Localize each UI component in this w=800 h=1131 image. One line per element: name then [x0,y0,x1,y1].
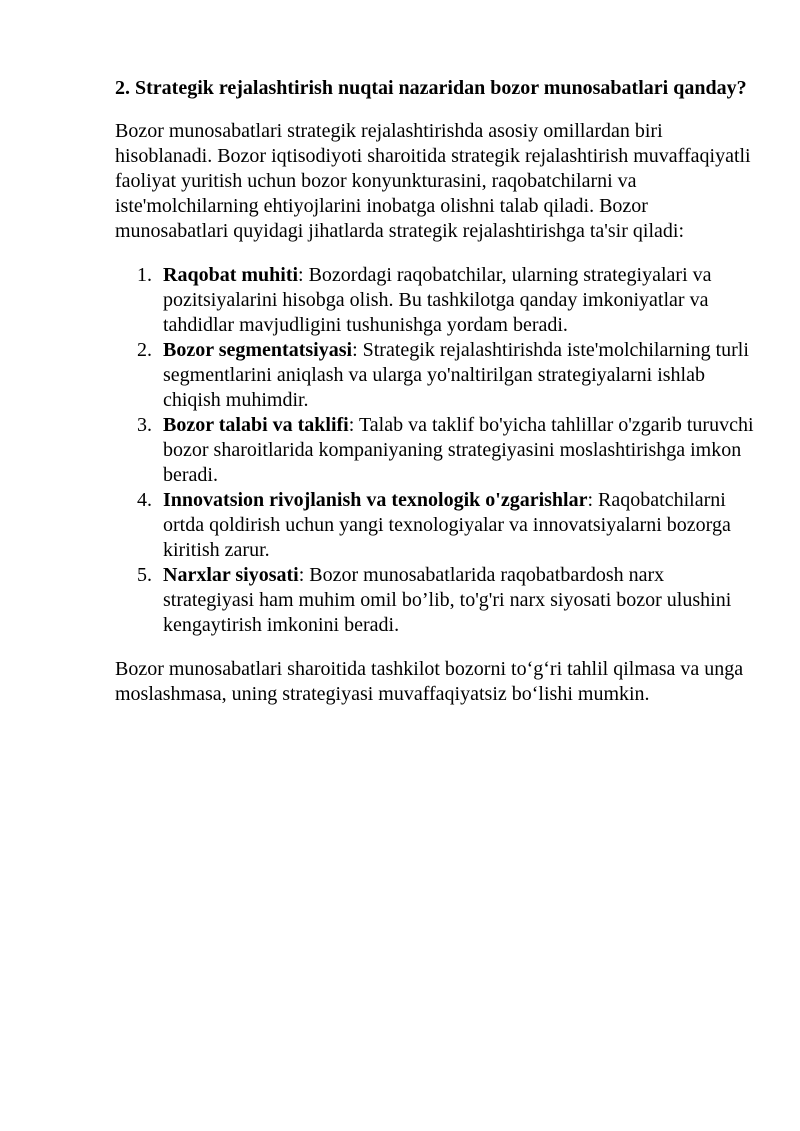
list-item-number: 3. [137,414,152,436]
list-item-title: Innovatsion rivojlanish va texnologik o'zgarishlar [163,489,588,511]
list-item-title: Bozor talabi va taklifi [163,414,349,436]
list-item-text: : Bozor munosabatlarida raqobatbardosh narx strategiyasi ham muhim omil bo’lib, to'g'ri narx siyosati bozor ulushini kengaytirish imkonini beradi. [163,564,732,636]
list-item-text: : Bozordagi raqobatchilar, ularning strategiyalari va pozitsiyalarini hisobga olish. Bu tashkilotga qanday imkoniyatlar va tahdidlar mavjudligini tushunishga yordam beradi. [163,264,712,336]
list-item-title: Narxlar siyosati [163,564,299,586]
list-item-text: : Raqobatchilarni ortda qoldirish uchun yangi texnologiyalar va innovatsiyalarni bozorga kiritish zarur. [163,489,731,561]
list-item-number: 1. [137,264,152,286]
list-item-text: : Strategik rejalashtirishda iste'molchilarning turli segmentlarini aniqlash va ularga yo'naltirilgan strategiyalarni ishlab chiqish muhimdir. [163,339,749,411]
list-item [115,488,755,563]
list-item-number: 2. [137,339,152,361]
question-heading: 2. Strategik rejalashtirish nuqtai nazaridan bozor munosabatlari qanday? [115,77,747,99]
conclusion-paragraph: Bozor munosabatlari sharoitida tashkilot bozorni to‘g‘ri tahlil qilmasa va unga moslashmasa, uning strategiyasi muvaffaqiyatsiz bo‘lishi mumkin. [115,658,744,705]
intro-paragraph: Bozor munosabatlari strategik rejalashtirishda asosiy omillardan biri hisoblanadi. Bozor iqtisodiyoti sharoitida strategik rejalashtirish muvaffaqiyatli faoliyat yuritish uchun bozor konyunkturasini, raqobatchilarni va iste'molchilarning ehtiyojlarini inobatga olishni talab qiladi. Bozor munosabatlari quyidagi jihatlarda strategik rejalashtirishga ta'sir qiladi: [115,120,751,242]
list-item-title: Raqobat muhiti [163,264,299,286]
list-item [115,263,755,338]
list-item-text: : Talab va taklif bo'yicha tahlillar o'zgarib turuvchi bozor sharoitlarida kompaniyaning strategiyasini moslashtirishga imkon beradi. [163,414,754,486]
factor-list [115,263,755,638]
list-item-number: 5. [137,564,152,586]
list-item-number: 4. [137,489,152,511]
document-page [115,76,755,707]
list-item [115,338,755,413]
list-item [115,563,755,638]
list-item-title: Bozor segmentatsiyasi [163,339,353,361]
list-item [115,413,755,488]
